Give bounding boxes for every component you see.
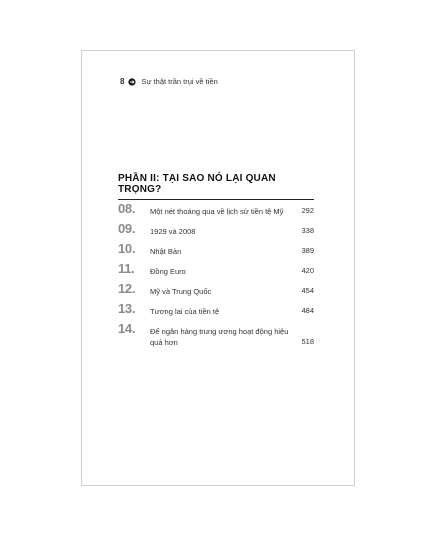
circular-arrow-icon: [128, 78, 136, 86]
toc-item[interactable]: [118, 261, 314, 281]
running-head: [120, 77, 218, 86]
toc-item[interactable]: [118, 221, 314, 241]
chapter-title: Đồng Euro: [150, 267, 186, 276]
chapter-title: Nhật Bản: [150, 247, 182, 256]
chapter-number: 08.: [118, 201, 136, 216]
chapter-page: 518: [301, 337, 314, 346]
book-page: [81, 50, 355, 486]
toc-item[interactable]: [118, 201, 314, 221]
page-number: 8: [120, 77, 125, 86]
chapter-title: Một nét thoáng qua về lịch sử tiền tệ Mỹ: [150, 207, 284, 216]
chapter-number: 11.: [118, 261, 135, 276]
toc-item[interactable]: [118, 281, 314, 301]
book-title: Sự thật trần trụi về tiền: [141, 77, 218, 86]
chapter-number: 10.: [118, 241, 136, 256]
chapter-number: 14.: [118, 321, 136, 336]
chapter-title: Để ngân hàng trung ương hoạt động hiệu quả hơn: [150, 327, 289, 347]
chapter-page: 454: [301, 286, 314, 295]
chapter-title: 1929 và 2008: [150, 227, 196, 236]
chapter-number: 09.: [118, 221, 136, 236]
chapter-page: 338: [301, 226, 314, 235]
toc-item[interactable]: [118, 301, 314, 321]
chapter-page: 484: [301, 306, 314, 315]
chapter-title: Mỹ và Trung Quốc: [150, 287, 212, 296]
table-of-contents: [118, 201, 314, 351]
chapter-page: 292: [301, 206, 314, 215]
chapter-page: 420: [301, 266, 314, 275]
section-title: PHẦN II: TẠI SAO NÓ LẠI QUAN TRỌNG?: [118, 173, 314, 200]
toc-item[interactable]: [118, 241, 314, 261]
chapter-page: 389: [301, 246, 314, 255]
chapter-title: Tương lai của tiền tệ: [150, 307, 220, 316]
toc-item[interactable]: [118, 321, 314, 351]
chapter-number: 12.: [118, 281, 136, 296]
chapter-number: 13.: [118, 301, 136, 316]
